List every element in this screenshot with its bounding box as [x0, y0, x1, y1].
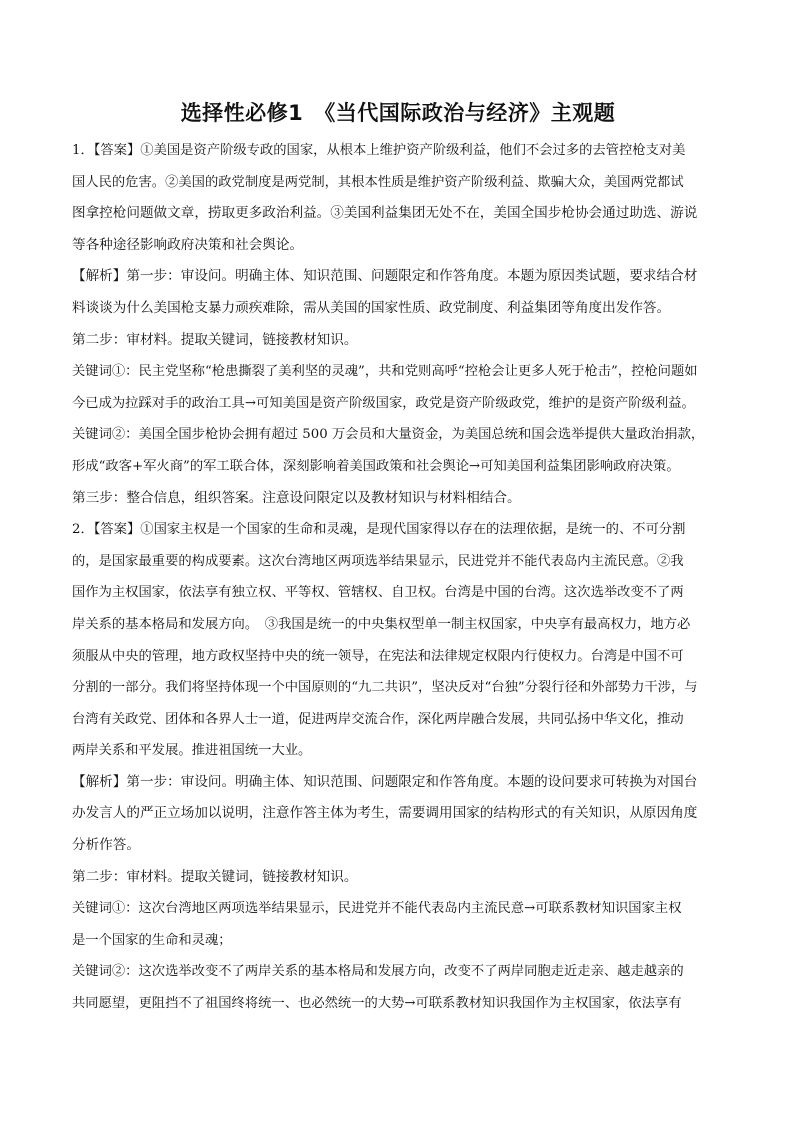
answer-1-line-3: 图拿控枪问题做文章，捞取更多政治利益。③美国利益集团无处不在，美国全国步枪协会通过助选、游说 [72, 205, 698, 222]
answer-2-line-6: 分割的一部分。我们将坚持体现一个中国原则的“九二共识”，坚决反对“台独”分裂行径和外部势力干涉，与 [72, 680, 698, 696]
keyword-1-2-line-1: 关键词②：美国全国步枪协会拥有超过 500 万会员和大量资金，为美国总统和国会选举提供大量政治捐款， [72, 427, 705, 443]
keyword-2-1-line-2: 是一个国家的生命和灵魂； [72, 932, 232, 948]
answer-2-line-1: 2．【答案】①国家主权是一个国家的生命和灵魂，是现代国家得以存在的法理依据，是统一的、不可分割 [72, 522, 686, 538]
analysis-2-step-2: 第二步：审材料。提取关键词，链接教材知识。 [72, 868, 358, 885]
answer-2-line-8: 两岸关系和平发展。推进祖国统一大业。 [72, 743, 312, 759]
analysis-2-line-1: 【解析】第一步：审设问。明确主体、知识范围、问题限定和作答角度。本题的设问要求可转换为对国台 [72, 773, 698, 790]
answer-2-line-7: 台湾有关政党、团体和各界人士一道，促进两岸交流合作，深化两岸融合发展，共同弘扬中华文化，推动 [72, 711, 684, 727]
document-title: 选择性必修1 《当代国际政治与经济》主观题 [180, 101, 616, 125]
answer-2-line-2: 的，是国家最重要的构成要素。这次台湾地区两项选举结果显示，民进党并不能代表岛内主流民意。②我 [72, 553, 684, 569]
answer-1-line-2: 国人民的危害。②美国的政党制度是两党制，其根本性质是维护资产阶级利益、欺骗大众，美国两党都试 [72, 174, 684, 190]
analysis-1-step-2: 第二步：审材料。提取关键词，链接教材知识。 [72, 331, 358, 348]
answer-1-line-4: 等各种途径影响政府决策和社会舆论。 [72, 236, 304, 253]
keyword-1-2-line-2: 形成“政客+军火商”的军工联合体，深刻影响着美国政策和社会舆论→可知美国利益集团影响政府决策。 [72, 458, 680, 474]
answer-2-line-4: 岸关系的基本格局和发展方向。 ③我国是统一的中央集权型单一制主权国家，中央享有最高权力，地方必 [72, 616, 691, 632]
keyword-2-2-line-1: 关键词②：这次选举改变不了两岸关系的基本格局和发展方向，改变不了两岸同胞走近走亲、越走越亲的 [72, 964, 684, 980]
analysis-1-line-2: 料谈谈为什么美国枪支暴力顽疾难除，需从美国的国家性质、政党制度、利益集团等角度出发作答。 [72, 299, 671, 316]
keyword-1-1-line-1: 关键词①：民主党坚称“枪患撕裂了美利坚的灵魂”，共和党则高呼“控枪会让更多人死于枪击”，控枪问题如 [72, 364, 698, 380]
analysis-1-step-3: 第三步：整合信息，组织答案。注意设问限定以及教材知识与材料相结合。 [72, 489, 521, 506]
keyword-2-2-line-2: 共同愿望，更阻挡不了祖国终将统一、也必然统一的大势→可联系教材知识我国作为主权国家，依法享有 [72, 996, 682, 1012]
keyword-1-1-line-2: 今已成为拉踩对手的政治工具→可知美国是资产阶级国家，政党是资产阶级政党，维护的是资产阶级利益。 [72, 395, 695, 411]
answer-2-line-3: 国作为主权国家，依法享有独立权、平等权、管辖权、自卫权。台湾是中国的台湾。这次选举改变不了两 [72, 585, 684, 601]
keyword-2-1-line-1: 关键词①：这次台湾地区两项选举结果显示，民进党并不能代表岛内主流民意→可联系教材知识国家主权 [72, 901, 682, 917]
analysis-2-line-2: 办发言人的严正立场加以说明，注意作答主体为考生，需要调用国家的结构形式的有关知识，从原因角度 [72, 805, 698, 822]
analysis-1-line-1: 【解析】第一步：审设问。明确主体、知识范围、问题限定和作答角度。本题为原因类试题，要求结合材 [72, 268, 698, 285]
answer-2-line-5: 须服从中央的管理，地方政权坚持中央的统一领导，在宪法和法律规定权限内行使权力。台湾是中国不可 [72, 648, 684, 664]
answer-1-line-1: 1．【答案】①美国是资产阶级专政的国家，从根本上维护资产阶级利益，他们不会过多的去管控枪支对美 [72, 143, 686, 158]
analysis-2-line-3: 分析作答。 [72, 837, 140, 854]
